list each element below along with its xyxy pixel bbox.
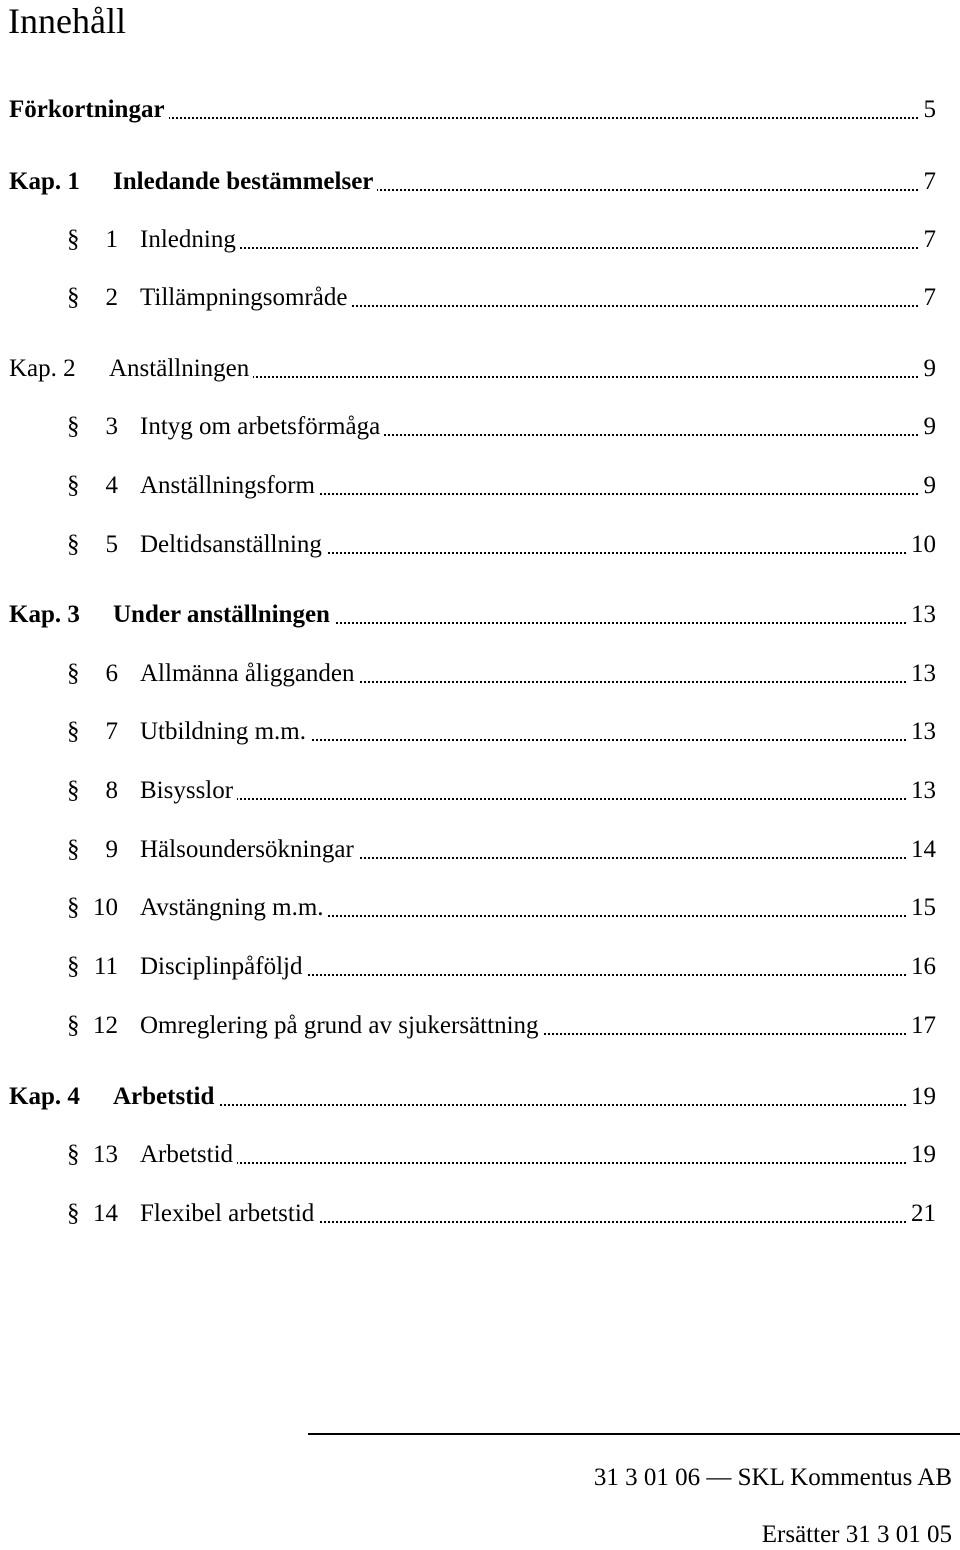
toc-entry-label: Disciplinpåföljd	[140, 952, 306, 982]
footer-replaces-note: Ersätter 31 3 01 05	[761, 1521, 952, 1548]
toc-page-number: 9	[920, 354, 937, 384]
toc-entry-label: Förkortningar	[9, 95, 169, 125]
toc-page-number: 5	[920, 95, 937, 125]
toc-entry-label: Under anställningen	[113, 600, 334, 630]
toc-page-number: 19	[907, 1140, 936, 1170]
toc-chapter-entry[interactable]	[0, 600, 960, 630]
toc-chapter-number: Kap. 2	[9, 355, 76, 382]
toc-page-number: 13	[907, 600, 936, 630]
toc-page-number: 21	[907, 1199, 936, 1229]
toc-entry-label: Utbildning m.m.	[140, 717, 310, 747]
section-symbol-icon: §	[67, 660, 80, 687]
toc-section-entry[interactable]	[0, 530, 960, 560]
toc-chapter-number: Kap. 3	[9, 601, 80, 628]
toc-section-number: 6	[105, 660, 118, 687]
toc-entry-label: Bisysslor	[140, 776, 237, 806]
toc-section-entry[interactable]	[0, 283, 960, 313]
toc-chapter-entry[interactable]	[0, 1082, 960, 1112]
section-symbol-icon: §	[67, 284, 80, 311]
toc-section-number: 5	[105, 531, 118, 558]
toc-chapter-entry[interactable]	[0, 95, 960, 125]
toc-page-number: 16	[907, 952, 936, 982]
toc-chapter-entry[interactable]	[0, 354, 960, 384]
footer-document-id: 31 3 01 06 — SKL Kommentus AB	[593, 1464, 952, 1491]
toc-page-number: 13	[907, 659, 936, 689]
toc-section-number: 8	[105, 777, 118, 804]
section-symbol-icon: §	[67, 953, 80, 980]
toc-section-number: 11	[93, 953, 118, 980]
toc-section-number: 4	[105, 472, 118, 499]
toc-entry-label: Anställningsform	[140, 471, 319, 501]
toc-entry-label: Intyg om arbetsförmåga	[140, 412, 384, 442]
toc-section-number: 7	[105, 718, 118, 745]
toc-dot-leader	[140, 798, 930, 800]
section-symbol-icon: §	[67, 1012, 80, 1039]
toc-section-number: 1	[105, 226, 118, 253]
toc-entry-label: Anställningen	[109, 354, 253, 384]
section-symbol-icon: §	[67, 472, 80, 499]
toc-page-number: 9	[920, 412, 937, 442]
toc-section-entry[interactable]	[0, 412, 960, 442]
toc-entry-label: Tillämpningsområde	[140, 283, 351, 313]
toc-section-entry[interactable]	[0, 659, 960, 689]
toc-section-entry[interactable]	[0, 952, 960, 982]
toc-entry-label: Avstängning m.m.	[140, 893, 328, 923]
toc-section-entry[interactable]	[0, 893, 960, 923]
section-symbol-icon: §	[67, 836, 80, 863]
section-symbol-icon: §	[67, 1141, 80, 1168]
toc-page-number: 13	[907, 717, 936, 747]
toc-entry-label: Arbetstid	[140, 1140, 237, 1170]
toc-entry-label: Allmänna åligganden	[140, 659, 359, 689]
toc-entry-label: Hälsoundersökningar	[140, 835, 358, 865]
section-symbol-icon: §	[67, 413, 80, 440]
toc-section-entry[interactable]	[0, 776, 960, 806]
section-symbol-icon: §	[67, 226, 80, 253]
toc-entry-label: Inledande bestämmelser	[113, 167, 377, 197]
section-symbol-icon: §	[67, 718, 80, 745]
toc-entry-label: Arbetstid	[113, 1082, 218, 1112]
toc-section-entry[interactable]	[0, 835, 960, 865]
toc-section-entry[interactable]	[0, 1140, 960, 1170]
toc-page-number: 7	[920, 283, 937, 313]
toc-page-number: 15	[907, 893, 936, 923]
toc-page-number: 19	[907, 1082, 936, 1112]
toc-section-entry[interactable]	[0, 471, 960, 501]
toc-entry-label: Omreglering på grund av sjukersättning	[140, 1011, 543, 1041]
toc-page-number: 7	[920, 225, 937, 255]
toc-section-entry[interactable]	[0, 1011, 960, 1041]
toc-section-number: 12	[93, 1012, 118, 1039]
toc-page-number: 7	[920, 167, 937, 197]
section-symbol-icon: §	[67, 777, 80, 804]
toc-page-number: 13	[907, 776, 936, 806]
toc-page-number: 10	[907, 530, 936, 560]
toc-section-entry[interactable]	[0, 225, 960, 255]
toc-chapter-entry[interactable]	[0, 167, 960, 197]
section-symbol-icon: §	[67, 1200, 80, 1227]
toc-entry-label: Deltidsanställning	[140, 530, 326, 560]
toc-section-number: 14	[93, 1200, 118, 1227]
page-title: Innehåll	[8, 1, 126, 41]
toc-page-number: 14	[907, 835, 936, 865]
toc-section-number: 2	[105, 284, 118, 311]
section-symbol-icon: §	[67, 531, 80, 558]
toc-section-number: 13	[93, 1141, 118, 1168]
toc-entry-label: Inledning	[140, 225, 240, 255]
toc-section-number: 9	[105, 836, 118, 863]
toc-section-entry[interactable]	[0, 1199, 960, 1229]
footer-divider	[308, 1433, 960, 1435]
toc-page-number: 17	[907, 1011, 936, 1041]
toc-chapter-number: Kap. 4	[9, 1083, 80, 1110]
toc-section-entry[interactable]	[0, 717, 960, 747]
toc-section-number: 3	[105, 413, 118, 440]
toc-section-number: 10	[93, 894, 118, 921]
toc-dot-leader	[140, 247, 930, 249]
toc-page-number: 9	[920, 471, 937, 501]
toc-dot-leader	[113, 1104, 930, 1106]
toc-chapter-number: Kap. 1	[9, 168, 80, 195]
toc-dot-leader	[140, 1162, 930, 1164]
toc-entry-label: Flexibel arbetstid	[140, 1199, 318, 1229]
section-symbol-icon: §	[67, 894, 80, 921]
